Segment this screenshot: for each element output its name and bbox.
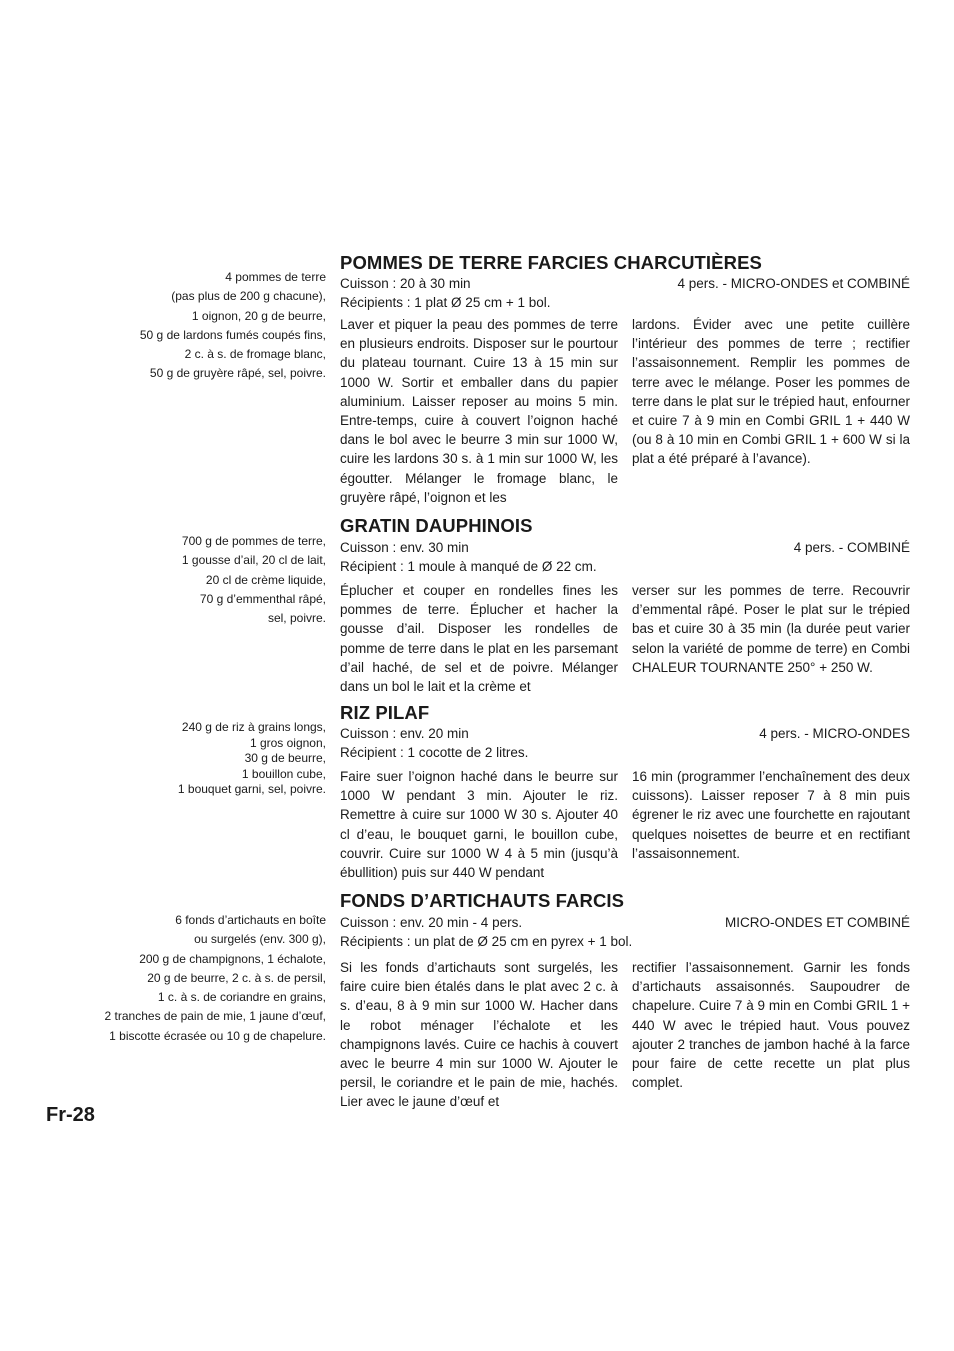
instructions-column-1: Éplucher et couper en rondelles fines les pommes de terre. Éplucher et hacher la gousse d’ail. Disposer les rondelles de pomme de terre dans le plat en les parsemant d’ail haché, de sel et de poivre. Mélanger dans un bol le lait et la crème et xyxy=(340,583,618,695)
recipe-meta xyxy=(340,913,910,951)
servings-mode: 4 pers. - MICRO-ONDES et COMBINÉ xyxy=(677,276,910,291)
ingredient-line: 70 g d’emmenthal râpé, xyxy=(199,591,326,606)
recipe-meta xyxy=(340,724,910,762)
page-number: Fr-28 xyxy=(46,1104,95,1126)
ingredient-line: 1 gros oignon, xyxy=(249,735,326,750)
ingredient-line: 1 bouquet garni, sel, poivre. xyxy=(177,782,326,797)
ingredient-line: 30 g de beurre, xyxy=(244,751,326,766)
instructions-column-2: verser sur les pommes de terre. Recouvrir d’emmental râpé. Poser le plat sur le trépied bas et cuire 30 à 35 min (la durée peut varier selon la variété de pomme de terre) en Combi CHALEUR TOURNANTE 250° + 250 W. xyxy=(632,583,910,675)
instructions-column-1: Faire suer l’oignon haché dans le beurre sur 1000 W pendant 3 min. Ajouter le riz. Remettre à cuire sur 1000 W 30 s. Ajouter 40 cl d’eau, le bouquet garni, le bouillon cube, couvrir. Cuire sur 1000 W 4 à 5 min (jusqu’à ébullition) puis sur 440 W pendant xyxy=(340,769,618,881)
instructions-column-2: rectifier l’assaisonnement. Garnir les fonds d’artichauts assaisonnés. Saupoudrer de chapelure. Cuire 7 à 9 min en Combi GRIL 1 + 440 W avec le trépied haut. Vous pouvez ajouter 2 tranches de jambon haché à la farce pour faire de cette recette un plat plus complet. xyxy=(632,960,910,1091)
ingredients-list xyxy=(26,911,326,1046)
servings-mode: 4 pers. - COMBINÉ xyxy=(793,540,910,555)
containers: Récipients : 1 plat Ø 25 cm + 1 bol. xyxy=(340,295,551,310)
cooking-time: Cuisson : env. 30 min xyxy=(340,540,469,555)
recipe-instructions xyxy=(340,315,910,507)
recipe-meta xyxy=(340,538,910,576)
containers: Récipient : 1 moule à manqué de Ø 22 cm. xyxy=(340,559,597,574)
instructions-column-2: lardons. Évider avec une petite cuillère l’intérieur des pommes de terre ; rectifier l’assaisonnement. Remplir les pommes de terre avec le mélange. Poser les pommes de terre dans le plat sur le trépied haut, enfourner et cuire 7 à 9 min en Combi GRIL 1 + 440 W (ou 8 à 10 min en Combi GRIL 1 + 600 W si la plat a été préparé à l’avance). xyxy=(632,317,910,467)
ingredient-line: sel, poivre. xyxy=(267,611,326,626)
ingredient-line: 1 bouillon cube, xyxy=(241,766,326,781)
recipe-instructions xyxy=(340,958,910,1112)
ingredient-line: 4 pommes de terre xyxy=(225,270,326,284)
ingredient-line: 240 g de riz à grains longs, xyxy=(181,720,326,734)
recipe-title: RIZ PILAF xyxy=(340,702,430,723)
containers: Récipient : 1 cocotte de 2 litres. xyxy=(340,745,529,760)
cooking-time: Cuisson : env. 20 min - 4 pers. xyxy=(340,915,523,930)
ingredient-line: (pas plus de 200 g chacune), xyxy=(171,289,326,304)
instructions-column-1: Laver et piquer la peau des pommes de terre en plusieurs endroits. Disposer sur le pourtour du plateau tournant. Cuire 13 à 15 min sur 1000 W. Sortir et emballer dans du papier aluminium. Laisser reposer au moins 5 min. Entre-temps, cuire à couvert l’oignon haché dans le bol avec le beurre 3 min sur 1000 W, cuire les lardons 30 s. à 1 min sur 1000 W, les égoutter. Mélanger le fromage blanc, le gruyère râpé, l’oignon et les xyxy=(340,317,618,505)
ingredient-line: 20 cl de crème liquide, xyxy=(205,572,326,587)
ingredients-list xyxy=(26,720,326,798)
ingredient-line: 200 g de champignons, 1 échalote, xyxy=(139,951,326,966)
cooking-time: Cuisson : 20 à 30 min xyxy=(340,276,471,291)
recipe-title: GRATIN DAUPHINOIS xyxy=(340,515,533,536)
ingredient-line: 6 fonds d’artichauts en boîte xyxy=(175,913,326,927)
ingredient-line: 1 gousse d’ail, 20 cl de lait, xyxy=(181,553,326,568)
ingredient-line: 1 c. à s. de coriandre en grains, xyxy=(157,990,326,1005)
recipe-instructions xyxy=(340,581,910,696)
ingredient-line: 20 g de beurre, 2 c. à s. de persil, xyxy=(147,970,326,985)
ingredient-line: 1 biscotte écrasée ou 10 g de chapelure. xyxy=(109,1028,326,1043)
ingredient-line: 1 oignon, 20 g de beurre, xyxy=(191,308,326,323)
cooking-time: Cuisson : env. 20 min xyxy=(340,726,469,741)
recipe-title: FONDS D’ARTICHAUTS FARCIS xyxy=(340,890,625,911)
servings-mode: MICRO-ONDES ET COMBINÉ xyxy=(724,915,910,930)
ingredient-line: ou surgelés (env. 300 g), xyxy=(194,932,326,947)
instructions-column-1: Si les fonds d’artichauts sont surgelés, les faire cuire bien étalés dans le plat avec 2 c. à s. d’eau, 8 à 9 min sur 1000 W. Hacher dans le robot ménager l’échalote et les champignons lavés. Cuire ce hachis à couvert avec le beurre 4 min sur 1000 W. Ajouter le persil, le coriandre et le pain de mie, hachés. Lier avec le jaune d’œuf et xyxy=(340,960,618,1110)
ingredient-line: 50 g de lardons fumés coupés fins, xyxy=(139,327,326,342)
ingredient-line: 2 tranches de pain de mie, 1 jaune d’œuf, xyxy=(104,1009,326,1024)
ingredients-list xyxy=(26,268,326,384)
ingredient-line: 50 g de gruyère râpé, sel, poivre. xyxy=(149,366,326,381)
containers: Récipients : un plat de Ø 25 cm en pyrex + 1 bol. xyxy=(340,934,633,949)
recipe-meta xyxy=(340,274,910,312)
ingredients-list xyxy=(26,532,326,628)
ingredient-line: 700 g de pommes de terre, xyxy=(181,534,326,548)
ingredient-line: 2 c. à s. de fromage blanc, xyxy=(184,347,326,362)
recipe-instructions xyxy=(340,767,910,882)
recipe-title: POMMES DE TERRE FARCIES CHARCUTIÈRES xyxy=(340,252,762,273)
servings-mode: 4 pers. - MICRO-ONDES xyxy=(759,726,910,741)
instructions-column-2: 16 min (programmer l’enchaînement des deux cuissons). Laisser reposer 7 à 8 min puis égrener le riz avec une fourchette en rajoutant quelques noisettes de beurre et en rectifiant l’assaisonnement. xyxy=(632,769,910,861)
